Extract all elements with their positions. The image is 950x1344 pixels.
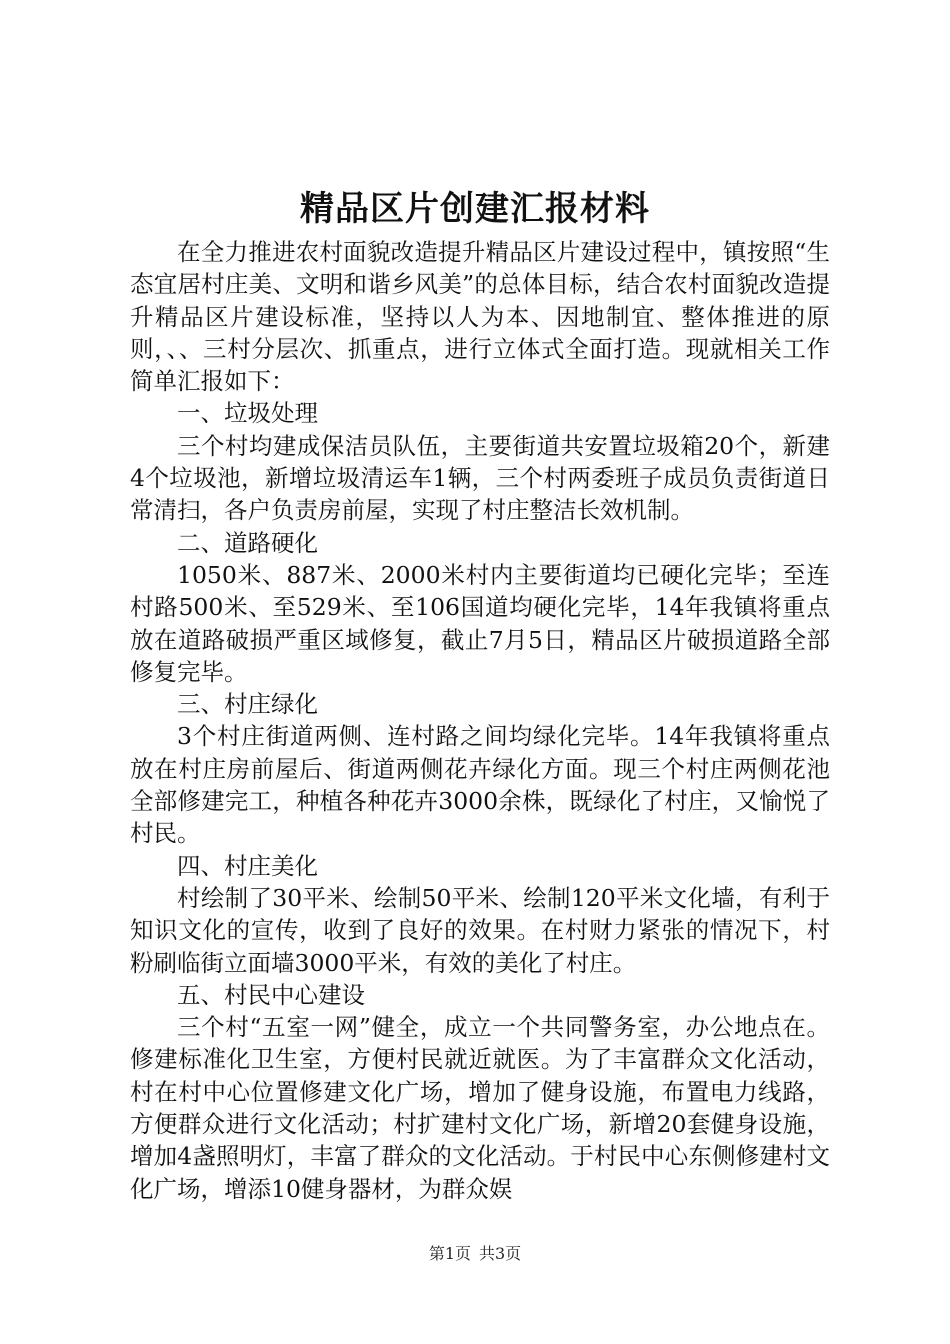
page-number-total: 共3页 [479,1244,522,1263]
section-heading-roads: 二、道路硬化 [177,528,318,557]
section-body-greening: 3个村庄街道两侧、连村路之间均绿化完毕。14年我镇将重点放在村庄房前屋后、街道两侧花卉绿化方面。现三个村庄两侧花池全部修建完工，种植各种花卉3000余株，既绿化了村庄，又愉悦了村民。 [130,722,830,848]
section-heading-village-center: 五、村民中心建设 [177,980,365,1009]
page-number-current: 第1页 [428,1244,471,1263]
section-body-garbage: 三个村均建成保洁员队伍，主要街道共安置垃圾箱20个，新建4个垃圾池，新增垃圾清运车1辆，三个村两委班子成员负责街道日常清扫，各户负责房前屋，实现了村庄整洁长效机制。 [130,431,830,525]
page-footer [0,1242,950,1266]
section-heading-beautification: 四、村庄美化 [177,851,318,880]
section-body-beautification: 村绘制了30平米、绘制50平米、绘制120平米文化墙，有利于知识文化的宣传，收到了良好的效果。在村财力紧张的情况下，村粉刷临街立面墙3000平米，有效的美化了村庄。 [130,883,830,977]
document-title: 精品区片创建汇报材料 [300,189,650,229]
document-body [130,236,830,1205]
section-body-roads: 1050米、887米、2000米村内主要街道均已硬化完毕；至连村路500米、至529米、至106国道均硬化完毕，14年我镇将重点放在道路破损严重区域修复，截止7月5日，精品区片破损道路全部修复完毕。 [130,560,830,686]
intro-paragraph: 在全力推进农村面貌改造提升精品区片建设过程中，镇按照“生态宜居村庄美、文明和谐乡风美”的总体目标，结合农村面貌改造提升精品区片建设标准，坚持以人为本、因地制宜、整体推进的原则，、、三村分层次、抓重点，进行立体式全面打造。现就相关工作简单汇报如下： [130,238,830,396]
section-heading-greening: 三、村庄绿化 [177,690,318,719]
section-body-village-center: 三个村“五室一网”健全，成立一个共同警务室，办公地点在。修建标准化卫生室，方便村民就近就医。为了丰富群众文化活动，村在村中心位置修建文化广场，增加了健身设施，布置电力线路，方便群众进行文化活动；村扩建村文化广场，新增20套健身设施，增加4盏照明灯，丰富了群众的文化活动。于村民中心东侧修建村文化广场，增添10健身器材，为群众娱 [130,1013,830,1203]
section-heading-garbage: 一、垃圾处理 [177,399,318,428]
